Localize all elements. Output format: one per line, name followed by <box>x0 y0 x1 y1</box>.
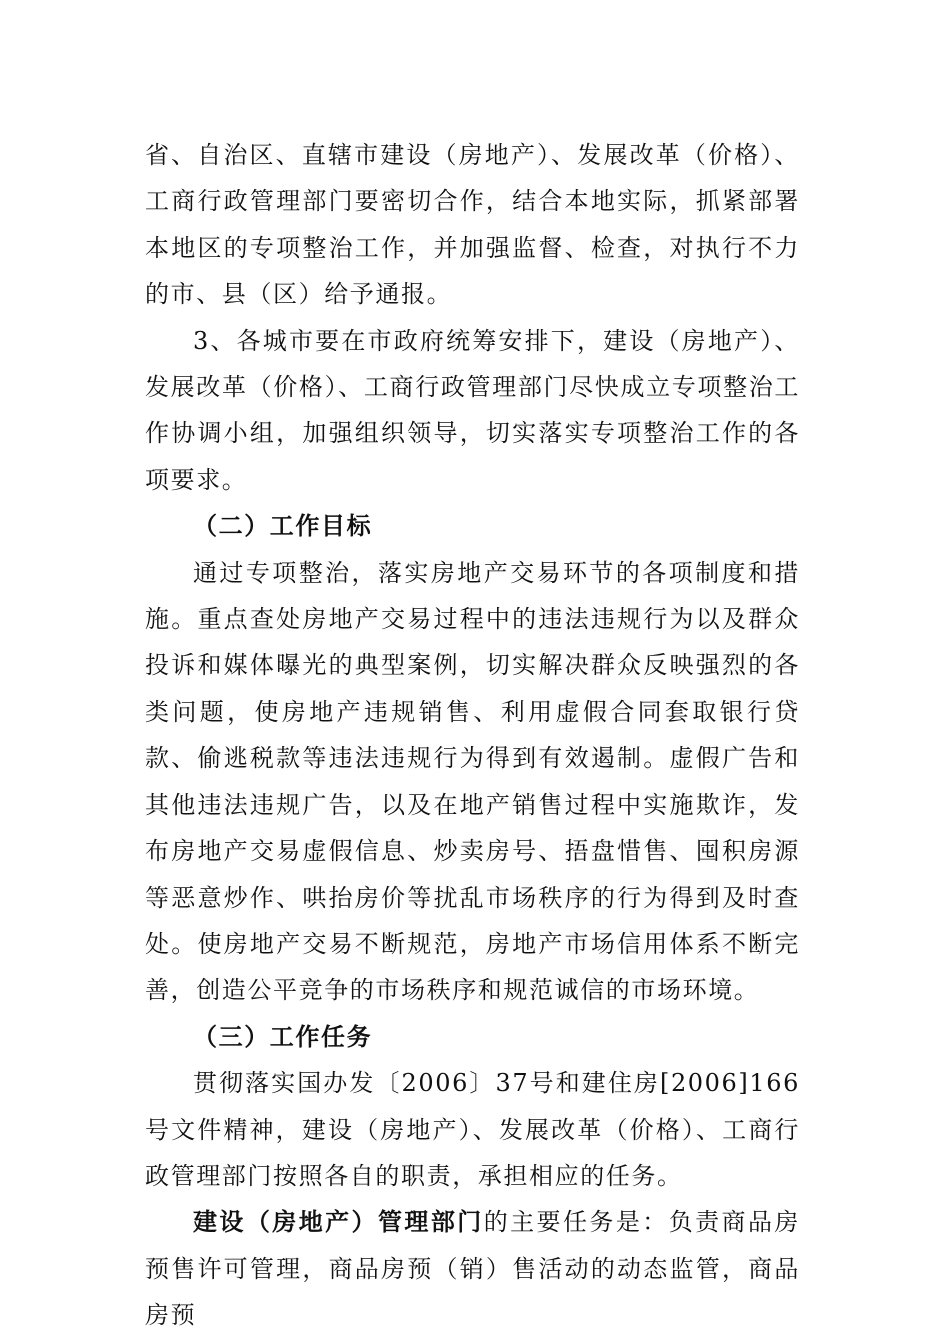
paragraph-2: 3、各城市要在市政府统筹安排下，建设（房地产）、发展改革（价格）、工商行政管理部门尽快成立专项整治工作协调小组，加强组织领导，切实落实专项整治工作的各项要求。 <box>145 326 800 494</box>
section-heading-work-tasks: （三）工作任务 <box>193 1021 373 1051</box>
paragraph-5-bold-lead: 建设（房地产）管理部门 <box>193 1207 484 1237</box>
paragraph-5 <box>145 1199 800 1338</box>
paragraph-4: 贯彻落实国办发〔2006〕37号和建住房[2006]166号文件精神，建设（房地产）、发展改革（价格）、工商行政管理部门按照各自的职责，承担相应的任务。 <box>145 1069 800 1190</box>
document-body <box>145 132 800 1339</box>
paragraph-1: 省、自治区、直辖市建设（房地产）、发展改革（价格）、工商行政管理部门要密切合作，结合本地实际，抓紧部署本地区的专项整治工作，并加强监督、检查，对执行不力的市、县（区）给予通报。 <box>145 141 800 309</box>
section-heading-work-goals: （二）工作目标 <box>193 511 373 541</box>
paragraph-5-text: 的主要任务是：负责商品房预售许可管理，商品房预（销）售活动的动态监管，商品房预 <box>145 1208 800 1330</box>
paragraph-3: 通过专项整治，落实房地产交易环节的各项制度和措施。重点查处房地产交易过程中的违法违规行为以及群众投诉和媒体曝光的典型案例，切实解决群众反映强烈的各类问题，使房地产违规销售、利用虚假合同套取银行贷款、偷逃税款等违法违规行为得到有效遏制。虚假广告和其他违法违规广告，以及在地产销售过程中实施欺诈，发布房地产交易虚假信息、炒卖房号、捂盘惜售、囤积房源等恶意炒作、哄抬房价等扰乱市场秩序的行为得到及时查处。使房地产交易不断规范，房地产市场信用体系不断完善，创造公平竞争的市场秩序和规范诚信的市场环境。 <box>145 558 800 1005</box>
